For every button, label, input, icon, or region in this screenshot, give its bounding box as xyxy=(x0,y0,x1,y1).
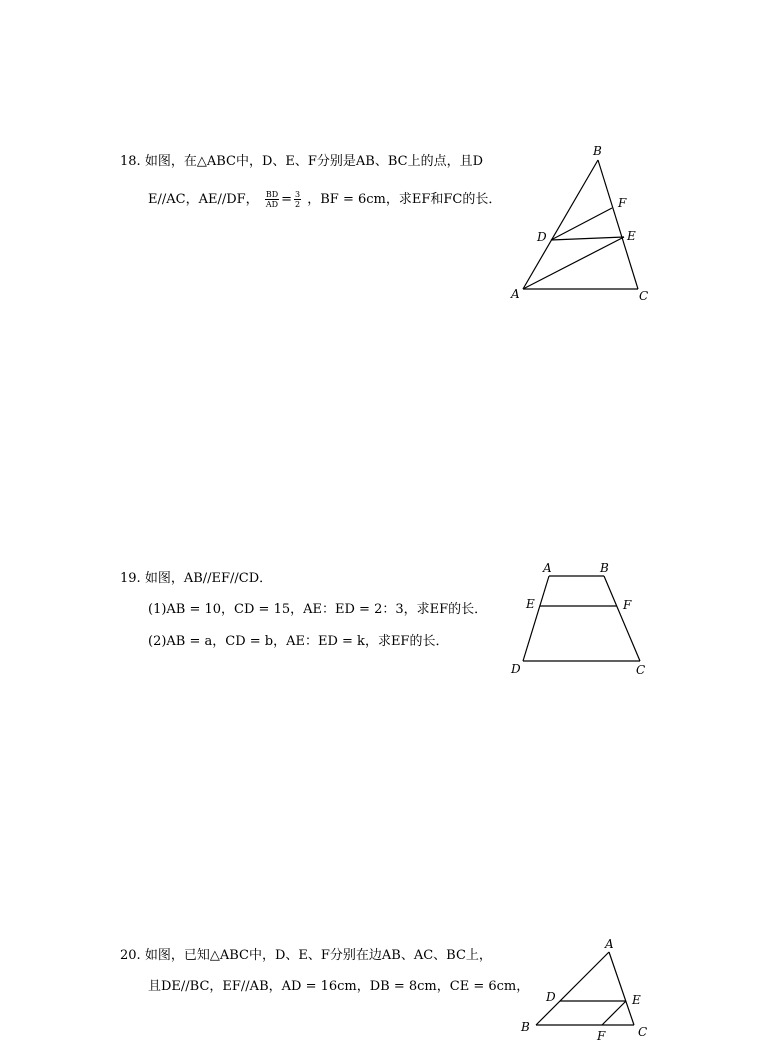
label-19-e: E xyxy=(526,597,535,611)
problem-18-text2b: ，BF = 6cm，求EF和FC的长． xyxy=(307,192,502,207)
problem-19-part2: (2)AB = a，CD = b，AE：ED = k，求EF的长． xyxy=(148,634,449,649)
segment-ad xyxy=(523,576,549,661)
label-18-a: A xyxy=(511,287,520,301)
label-18-c: C xyxy=(639,289,649,303)
figure-19-trapezoid xyxy=(523,576,640,661)
figure-20-triangle xyxy=(536,952,634,1025)
equals-sign: = xyxy=(281,192,293,207)
label-20-b: B xyxy=(521,1020,530,1034)
label-19-f: F xyxy=(623,598,632,612)
problem-20-text1: 如图，已知△ABC中，D、E、F分别在边AB、AC、BC上， xyxy=(144,948,492,963)
segment-bc xyxy=(604,576,640,661)
label-19-b: B xyxy=(600,561,609,575)
fraction-3-2: $\frac{3}{2}$ xyxy=(295,190,301,209)
label-18-b: B xyxy=(593,144,602,158)
label-20-c: C xyxy=(638,1025,648,1039)
label-20-f: F xyxy=(597,1029,606,1043)
figure-18-triangle xyxy=(523,160,638,289)
problem-18-text2a: E//AC，AE//DF， xyxy=(148,192,259,207)
label-19-a: A xyxy=(543,561,552,575)
problem-20-number: 20. xyxy=(120,948,141,963)
segment-ab xyxy=(536,952,609,1025)
segment-ef xyxy=(602,1001,626,1025)
label-19-d: D xyxy=(511,662,521,676)
problem-18-text1: 如图，在△ABC中，D、E、F分别是AB、BC上的点，且D xyxy=(144,154,483,169)
segment-de xyxy=(551,237,624,240)
problem-20-line2: 且DE//BC，EF//AB，AD = 16cm，DB = 8cm，CE = 6cm， xyxy=(148,979,530,994)
label-18-d: D xyxy=(537,230,547,244)
fraction-bd-ad: $\frac{BD}{AD}$ xyxy=(265,190,279,209)
label-20-a: A xyxy=(605,937,614,951)
segment-bc xyxy=(598,160,638,289)
problem-19-number: 19. xyxy=(120,571,141,586)
label-20-e: E xyxy=(632,993,641,1007)
label-20-d: D xyxy=(546,990,556,1004)
problem-19-part1: (1)AB = 10，CD = 15，AE：ED = 2：3，求EF的长． xyxy=(148,602,488,617)
label-18-f: F xyxy=(618,196,627,210)
label-18-e: E xyxy=(627,229,636,243)
problem-19-text1: 如图，AB//EF//CD． xyxy=(144,571,273,586)
problem-18-number: 18. xyxy=(120,154,141,169)
label-19-c: C xyxy=(636,663,646,677)
